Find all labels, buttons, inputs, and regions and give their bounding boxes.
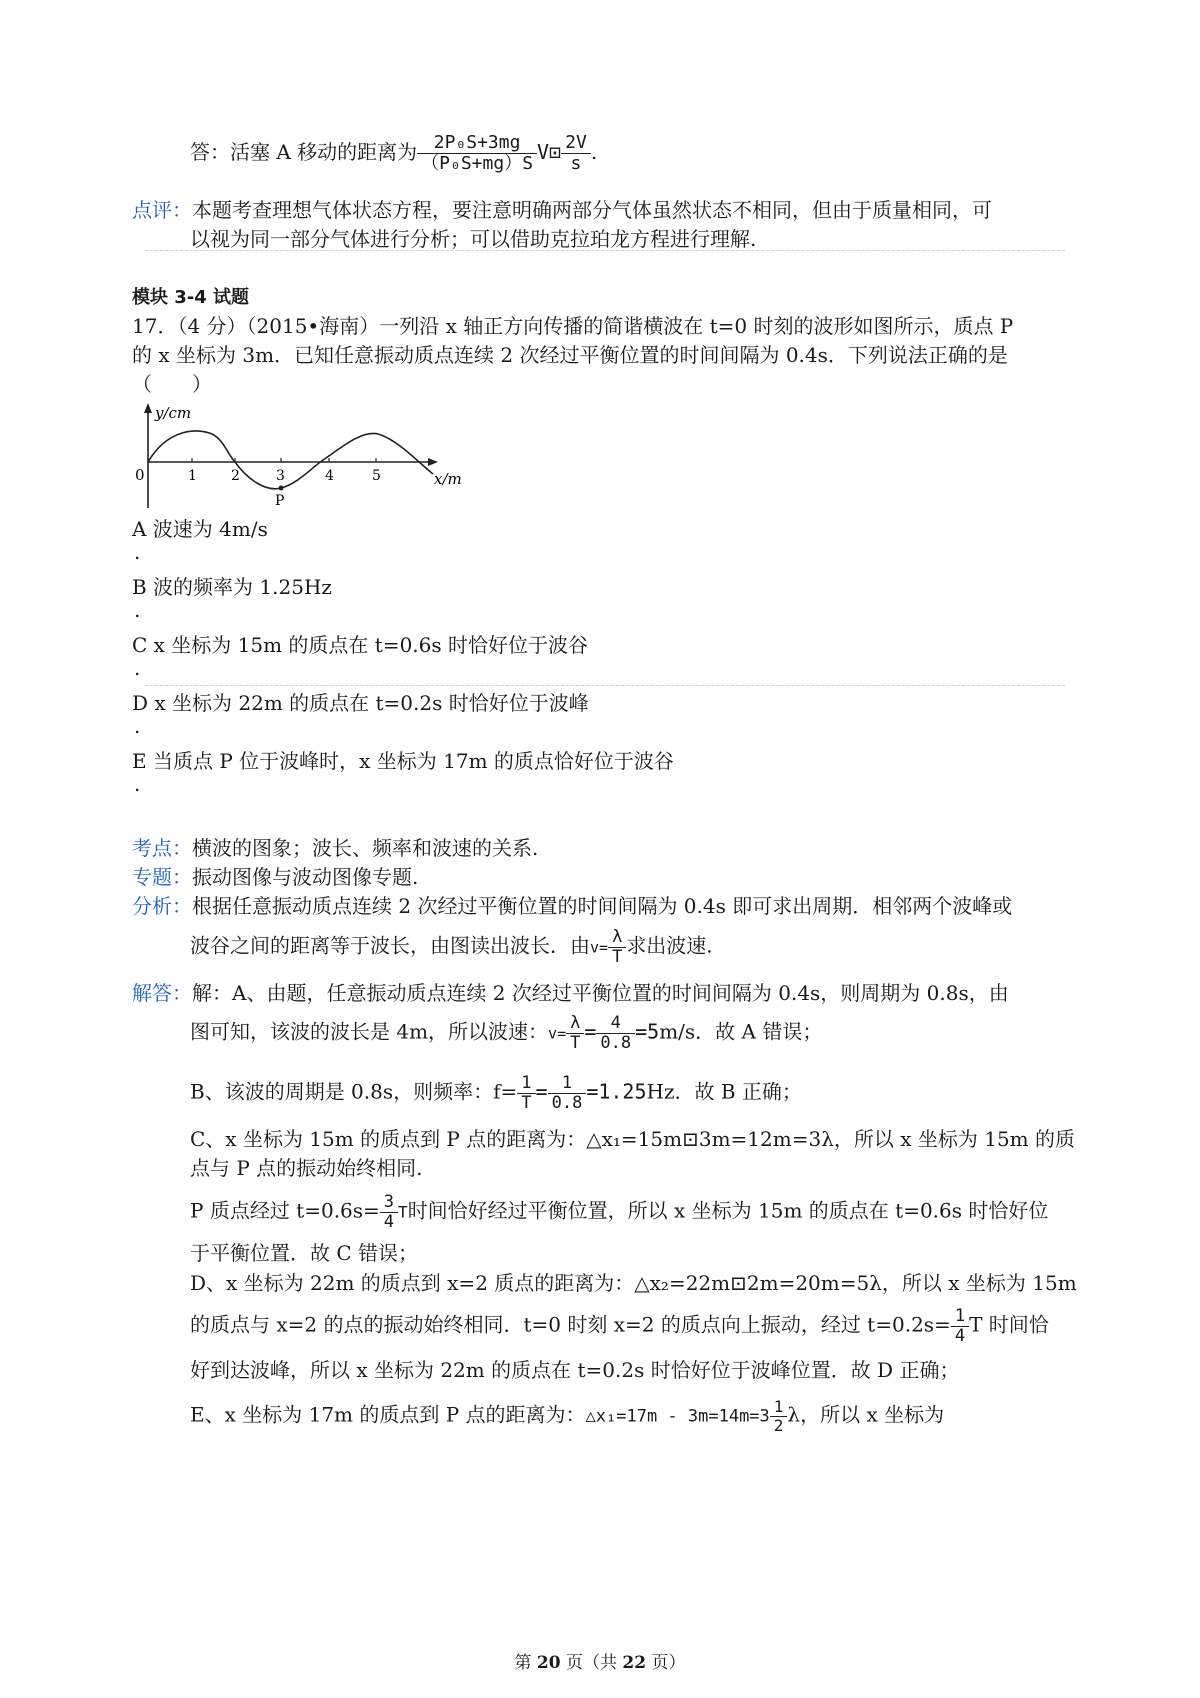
divider (145, 685, 1065, 686)
footer-text: 页） (646, 1653, 686, 1673)
formula-v: v= (590, 938, 609, 957)
jieda-text: ，所以 x 坐标为 (800, 1402, 945, 1427)
x-axis-label: x/m (434, 470, 462, 488)
formula-math: △x₁=17m - 3m=14m=3 (585, 1406, 770, 1427)
jieda-text: 的质点与 x=2 的点的振动始终相同．t=0 时刻 x=2 的质点向上振动，经过 t=0.2s= (190, 1312, 951, 1337)
jieda-line-d3: 好到达波峰，所以 x 坐标为 22m 的质点在 t=0.2s 时恰好位于波峰位置．故 D 正确； (190, 1358, 960, 1382)
answer-end: . (590, 139, 598, 164)
jieda-text: B、该波的周期是 0.8s，则频率：f= (190, 1079, 518, 1104)
jieda-label: 解答： (132, 981, 192, 1005)
kaodian-line (132, 835, 538, 861)
question-line-3: （ ） (132, 372, 212, 396)
formula-fraction (517, 1074, 535, 1112)
formula-fraction (566, 1014, 584, 1052)
kaodian-label: 考点： (132, 836, 192, 860)
page-footer (0, 1648, 1200, 1673)
fraction-numerator: 1 (548, 1074, 587, 1094)
comment-text: 本题考查理想气体状态方程，要注意明确两部分气体虽然状态不相同，但由于质量相同，可 (192, 198, 992, 222)
distance-fraction (417, 133, 537, 174)
footer-text: 第 (514, 1653, 537, 1673)
y-axis-arrow-icon (144, 403, 152, 413)
comment-line-2: 以视为同一部分气体进行分析；可以借助克拉珀龙方程进行理解. (190, 227, 757, 251)
fraction-numerator: 1 (770, 1398, 788, 1417)
jieda-line-1 (132, 980, 1009, 1006)
tick-label: 1 (188, 468, 197, 484)
formula-fraction (951, 1307, 969, 1345)
jieda-text: Hz．故 B 正确； (646, 1079, 802, 1104)
jieda-text: 时间恰好经过平衡位置，所以 x 坐标为 15m 的质点在 t=0.6s 时恰好位 (407, 1198, 1049, 1223)
answer-prefix: 答：活塞 A 移动的距离为 (190, 139, 418, 164)
fraction-denominator: （P₀S+mg）S (421, 152, 534, 174)
page-total: 22 (622, 1653, 647, 1673)
fraction-denominator: 4 (383, 1211, 395, 1232)
jieda-text: m/s．故 A 错误； (659, 1019, 823, 1044)
question-line-1: 17．（4 分）（2015•海南）一列沿 x 轴正方向传播的简谐横波在 t=0 时刻的波形如图所示，质点 P (132, 314, 1014, 338)
jieda-text: 图可知，该波的波长是 4m，所以波速： (190, 1019, 549, 1044)
fenxi-text: 求出波速. (626, 933, 713, 958)
fraction-numerator: 1 (951, 1307, 969, 1327)
volume-fraction (561, 133, 591, 174)
formula-result: =1.25 (586, 1079, 647, 1104)
comment-label: 点评： (132, 198, 192, 222)
jieda-line-c1: C、x 坐标为 15m 的质点到 P 点的距离为：△x₁=15m⊡3m=12m=3λ，所以 x 坐标为 15m 的质 (190, 1127, 1075, 1151)
zhuanti-text: 振动图像与波动图像专题. (192, 865, 419, 889)
tick-label: 4 (325, 468, 334, 484)
fenxi-text: 根据任意振动质点连续 2 次经过平衡位置的时间间隔为 0.4s 即可求出周期．相邻两个波峰或 (192, 894, 1013, 918)
fraction-numerator: 2V (561, 133, 591, 154)
jieda-line-e (190, 1398, 944, 1434)
fraction-denominator: T (612, 946, 623, 967)
fraction-denominator: 0.8 (551, 1092, 583, 1113)
footer-text: 页（共 (560, 1653, 623, 1673)
answer-line (190, 133, 597, 174)
option-e-dot: . (134, 772, 141, 796)
fraction-numerator: λ (566, 1014, 584, 1034)
tick-label: 2 (231, 468, 240, 484)
formula-lambda: λ (787, 1402, 801, 1427)
fraction-denominator: T (570, 1032, 581, 1053)
formula-t: T (398, 1202, 408, 1222)
y-axis-label: y/cm (155, 404, 192, 422)
fraction-denominator: s (570, 152, 582, 174)
fraction-denominator: 0.8 (600, 1032, 632, 1053)
kaodian-text: 横波的图象；波长、频率和波速的关系. (192, 836, 539, 860)
formula-result: =5 (635, 1019, 660, 1044)
option-c: C x 坐标为 15m 的质点在 t=0.6s 时恰好位于波谷 (132, 633, 589, 657)
jieda-line-d1: D、x 坐标为 22m 的质点到 x=2 质点的距离为：△x₂=22m⊡2m=20m=5λ，所以 x 坐标为 15m (190, 1271, 1077, 1295)
formula-eq: = (584, 1019, 597, 1044)
answer-mid: V⊡ (537, 139, 562, 164)
fraction-numerator: λ (608, 928, 626, 948)
section-title: 模块 3-4 试题 (132, 287, 250, 308)
option-b-dot: . (134, 598, 141, 622)
question-line-2: 的 x 坐标为 3m．已知任意振动质点连续 2 次经过平衡位置的时间间隔为 0.4s．下列说法正确的是 (132, 343, 1008, 367)
zhuanti-label: 专题： (132, 865, 192, 889)
fraction-numerator: 2P₀S+3mg (417, 133, 537, 154)
formula-eq: = (535, 1079, 548, 1104)
formula-fraction (770, 1398, 788, 1434)
jieda-text: P 质点经过 t=0.6s= (190, 1198, 380, 1223)
page-number: 20 (536, 1653, 561, 1673)
option-e: E 当质点 P 位于波峰时，x 坐标为 17m 的质点恰好位于波谷 (132, 749, 674, 773)
point-p-label: P (275, 493, 285, 509)
zhuanti-line (132, 864, 418, 890)
jieda-text: E、x 坐标为 17m 的质点到 P 点的距离为： (190, 1402, 586, 1427)
option-a: A 波速为 4m/s (132, 517, 268, 541)
lambda-over-t-fraction (608, 928, 626, 966)
option-d: D x 坐标为 22m 的质点在 t=0.2s 时恰好位于波峰 (132, 691, 589, 715)
divider (145, 250, 1065, 251)
jieda-text: T 时间恰 (969, 1312, 1049, 1337)
x-axis-arrow-icon (428, 458, 438, 466)
fraction-denominator: 2 (773, 1415, 784, 1435)
fenxi-line-2 (190, 928, 713, 966)
formula-fraction (596, 1014, 635, 1052)
jieda-line-2 (190, 1014, 822, 1052)
formula-fraction (548, 1074, 587, 1112)
jieda-text: 解：A、由题，任意振动质点连续 2 次经过平衡位置的时间间隔为 0.4s，则周期为 0.8s，由 (192, 981, 1009, 1005)
fraction-numerator: 1 (517, 1074, 535, 1094)
jieda-line-c2: 点与 P 点的振动始终相同. (190, 1156, 423, 1180)
formula-fraction (380, 1193, 398, 1231)
option-b: B 波的频率为 1.25Hz (132, 575, 332, 599)
origin-label: 0 (135, 466, 145, 484)
wave-figure (128, 400, 473, 515)
fraction-denominator: T (521, 1092, 532, 1113)
fenxi-line-1 (132, 893, 1012, 919)
jieda-line-c3 (190, 1193, 1048, 1231)
jieda-line-c4: 于平衡位置．故 C 错误； (190, 1241, 419, 1265)
tick-label: 3 (276, 468, 285, 484)
option-c-dot: . (134, 656, 141, 680)
option-d-dot: . (134, 714, 141, 738)
fenxi-label: 分析： (132, 894, 192, 918)
fraction-numerator: 3 (380, 1193, 398, 1213)
comment-line-1 (132, 197, 992, 223)
fenxi-text: 波谷之间的距离等于波长，由图读出波长．由 (190, 933, 590, 958)
option-a-dot: . (134, 540, 141, 564)
tick-label: 5 (372, 468, 381, 484)
fraction-denominator: 4 (954, 1325, 966, 1346)
fraction-numerator: 4 (596, 1014, 635, 1034)
point-p-marker (279, 486, 284, 491)
formula-v: v= (548, 1024, 567, 1043)
jieda-line-d2 (190, 1307, 1049, 1345)
jieda-line-b (190, 1074, 802, 1112)
